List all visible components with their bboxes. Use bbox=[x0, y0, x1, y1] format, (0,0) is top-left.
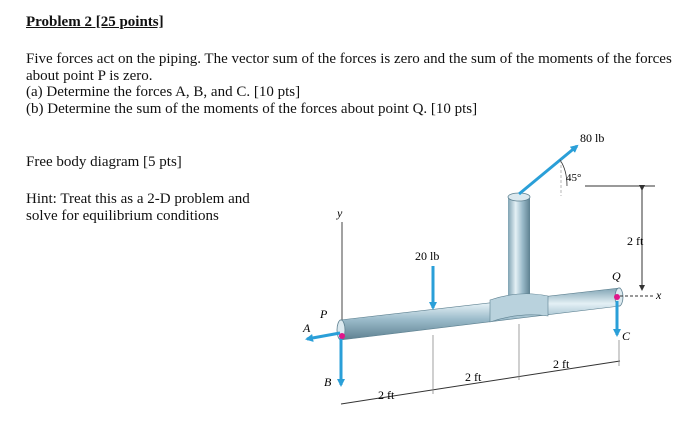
dim-3-label: 2 ft bbox=[553, 357, 570, 371]
force-a-label: A bbox=[303, 321, 311, 335]
vertical-pipe-cap bbox=[508, 193, 530, 201]
force-80-label: 80 lb bbox=[580, 131, 605, 145]
angle-label: 45° bbox=[566, 172, 582, 184]
force-c-label: C bbox=[622, 329, 631, 343]
force-a-arrow bbox=[307, 333, 340, 339]
point-p-marker bbox=[339, 333, 345, 339]
dim-1-label: 2 ft bbox=[378, 388, 395, 402]
hint-line-1: Hint: Treat this as a 2-D problem and bbox=[26, 191, 250, 207]
force-20-label: 20 lb bbox=[415, 249, 440, 263]
force-b-label: B bbox=[324, 375, 332, 389]
problem-title: Problem 2 [25 points] bbox=[26, 14, 164, 30]
dim-2-label: 2 ft bbox=[465, 370, 482, 384]
x-axis-label: x bbox=[656, 288, 662, 302]
force-80-arrow bbox=[519, 146, 577, 194]
point-q-label: Q bbox=[612, 269, 621, 283]
point-p-label: P bbox=[320, 307, 328, 321]
fbd-label: Free body diagram [5 pts] bbox=[26, 154, 182, 170]
part-a: (a) Determine the forces A, B, and C. [10 pts] bbox=[26, 84, 301, 100]
vertical-pipe bbox=[508, 196, 530, 306]
hint-line-2: solve for equilibrium conditions bbox=[26, 207, 219, 224]
y-axis-label: y bbox=[337, 206, 343, 220]
part-b: (b) Determine the sum of the moments of the forces about point Q. [10 pts] bbox=[26, 100, 478, 117]
point-q-marker bbox=[614, 294, 620, 300]
horizontal-pipe bbox=[340, 288, 620, 340]
statement-text: Five forces act on the piping. The vector sum of the forces is zero and the sum of the moments of the forces about point P is zero. bbox=[26, 51, 672, 84]
dim-vertical-label: 2 ft bbox=[627, 234, 644, 248]
